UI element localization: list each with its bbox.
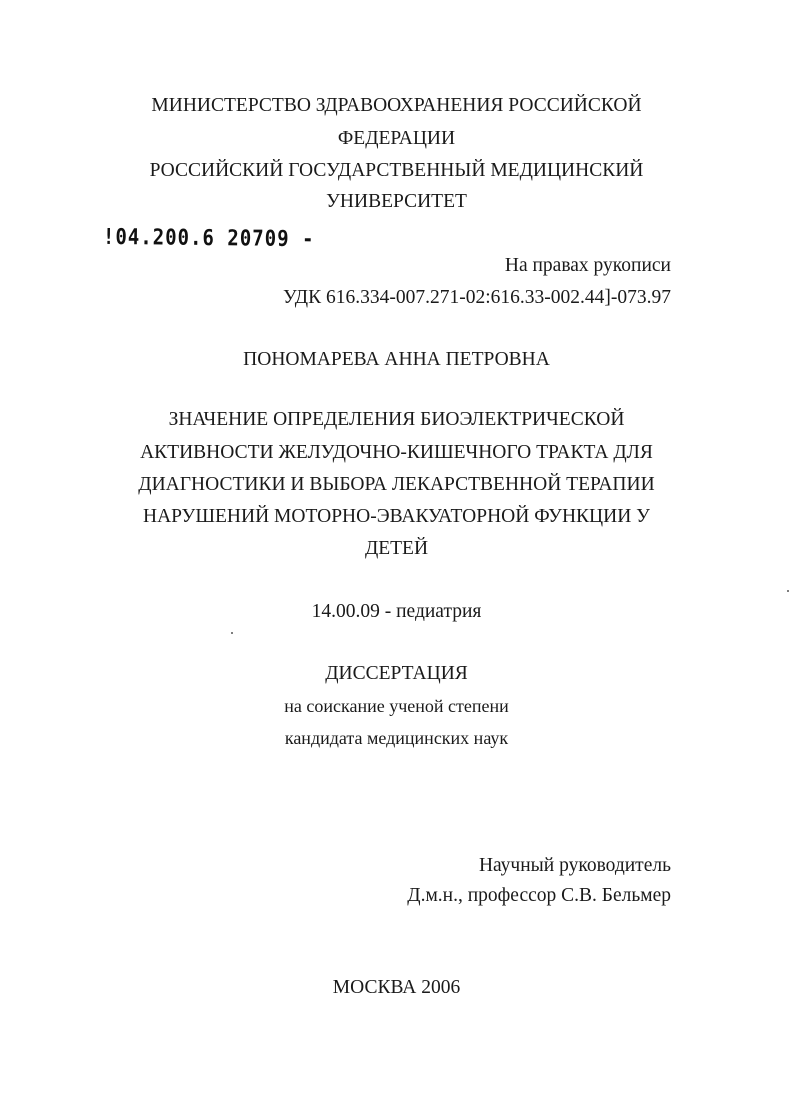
rights-note: На правах рукописи [504,255,671,276]
archive-stamp-number: !04.200.6 20709 - [102,224,315,252]
ministry-line-1: МИНИСТЕРСТВО ЗДРАВООХРАНЕНИЯ РОССИЙСКОЙ [151,95,642,116]
title-line-3: ДИАГНОСТИКИ И ВЫБОРА ЛЕКАРСТВЕННОЙ ТЕРАПИИ [138,474,655,495]
degree-line-1: на соискание ученой степени [284,696,509,716]
work-type: ДИССЕРТАЦИЯ [325,663,468,684]
ministry-line-2: ФЕДЕРАЦИИ [337,128,456,149]
degree-line-2: кандидата медицинских наук [284,728,509,748]
supervisor-name: Д.м.н., профессор С.В. Бельмер [407,885,671,906]
specialty-code: 14.00.09 - педиатрия [311,601,482,622]
university-line-1: РОССИЙСКИЙ ГОСУДАРСТВЕННЫЙ МЕДИЦИНСКИЙ [149,160,644,181]
title-line-5: ДЕТЕЙ [364,538,429,559]
city-year: МОСКВА 2006 [332,977,461,998]
title-line-1: ЗНАЧЕНИЕ ОПРЕДЕЛЕНИЯ БИОЭЛЕКТРИЧЕСКОЙ [168,409,625,430]
title-line-4: НАРУШЕНИЙ МОТОРНО-ЭВАКУАТОРНОЙ ФУНКЦИИ У [143,506,650,527]
university-line-2: УНИВЕРСИТЕТ [326,191,467,212]
supervisor-label: Научный руководитель [478,855,671,876]
author-name: ПОНОМАРЕВА АННА ПЕТРОВНА [243,349,550,370]
title-line-2: АКТИВНОСТИ ЖЕЛУДОЧНО-КИШЕЧНОГО ТРАКТА ДЛЯ [140,442,653,463]
udc-code: УДК 616.334-007.271-02:616.33-002.44]-073.97 [282,287,671,308]
scan-speck [231,632,233,634]
scan-speck [787,590,789,592]
